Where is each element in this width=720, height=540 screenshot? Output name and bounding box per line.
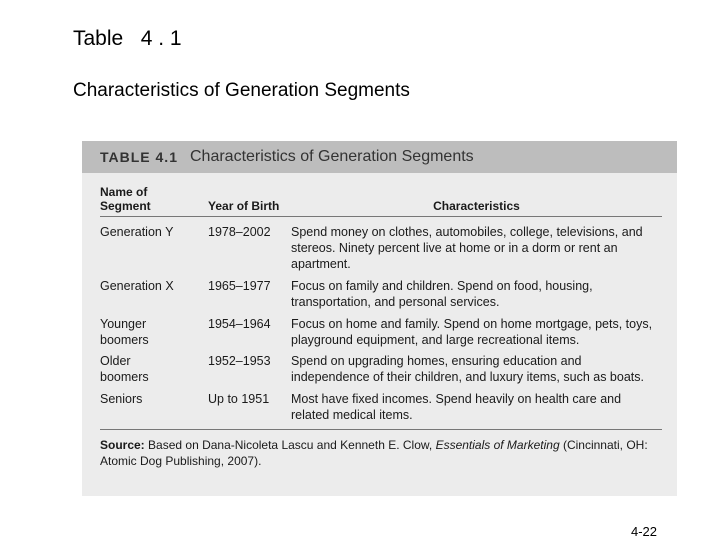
table-body — [100, 224, 662, 423]
header-segment-line2: Segment — [100, 199, 151, 213]
table-source — [100, 429, 662, 469]
source-text-before: Based on Dana-Nicoleta Lascu and Kenneth E. Clow, — [148, 438, 433, 452]
cell-characteristics: Most have fixed incomes. Spend heavily on health care and related medical items. — [291, 392, 622, 422]
cell-year: 1965–1977 — [208, 279, 271, 293]
table-row — [100, 278, 662, 310]
slide-title: Table 4 . 1 — [73, 27, 182, 50]
cell-segment: Seniors — [100, 392, 143, 406]
cell-segment: Younger boomers — [100, 317, 149, 347]
cell-segment: Generation Y — [100, 225, 174, 239]
cell-year: 1978–2002 — [208, 225, 271, 239]
page-number: 4-22 — [631, 524, 658, 539]
table-row — [100, 224, 662, 272]
cell-year: 1954–1964 — [208, 317, 271, 331]
table-row — [100, 316, 662, 348]
table-row — [100, 391, 662, 423]
cell-year: 1952–1953 — [208, 354, 271, 368]
cell-characteristics: Focus on family and children. Spend on food, housing, transportation, and personal services. — [291, 279, 593, 309]
table-header — [100, 185, 662, 217]
figure-label: TABLE 4.1 — [100, 149, 178, 165]
cell-segment: Generation X — [100, 279, 174, 293]
cell-characteristics: Spend on upgrading homes, ensuring education and independence of their children, and luxury items, such as boats. — [291, 354, 644, 384]
generation-table — [100, 185, 662, 469]
header-characteristics: Characteristics — [433, 199, 520, 213]
cell-segment: Older boomers — [100, 354, 149, 384]
header-segment-line1: Name of — [100, 185, 148, 199]
header-year: Year of Birth — [208, 199, 280, 213]
cell-characteristics: Focus on home and family. Spend on home mortgage, pets, toys, playground equipment, and large recreational items. — [291, 317, 653, 347]
source-book-title: Essentials of Marketing — [435, 438, 560, 452]
table-figure — [82, 141, 677, 496]
table-row — [100, 353, 662, 385]
header-segment — [100, 185, 208, 213]
cell-characteristics: Spend money on clothes, automobiles, college, televisions, and stereos. Ninety percent live at home or in a dorm or rent an apartment. — [291, 225, 643, 271]
slide-subtitle: Characteristics of Generation Segments — [73, 80, 410, 101]
figure-caption: Characteristics of Generation Segments — [189, 148, 474, 165]
source-text-after: (Cincinnati, OH: Atomic Dog Publishing, 2007). — [100, 438, 648, 468]
source-label: Source: — [100, 438, 145, 452]
cell-year: Up to 1951 — [208, 392, 270, 406]
figure-header — [82, 141, 677, 173]
